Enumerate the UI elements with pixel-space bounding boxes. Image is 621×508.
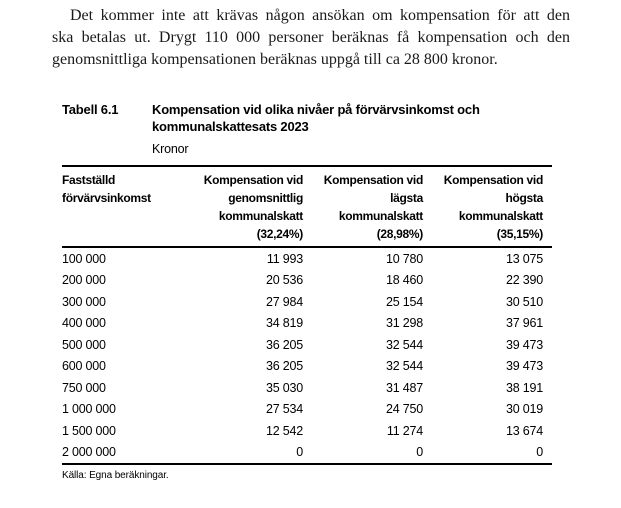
amount-cell: 38 191	[505, 380, 543, 395]
income-cell: 1 000 000	[62, 402, 116, 417]
column-header-line: kommunalskatt	[458, 209, 543, 223]
table-row	[62, 247, 552, 270]
body-paragraph	[52, 5, 570, 71]
amount-cell: 0	[536, 445, 543, 460]
source-note: Källa: Egna beräkningar.	[62, 470, 169, 481]
amount-cell: 32 544	[385, 337, 423, 352]
amount-cell: 18 460	[385, 273, 423, 288]
compensation-table	[62, 165, 552, 465]
income-cell: 1 500 000	[62, 423, 116, 438]
column-header-line: kommunalskatt	[338, 209, 423, 223]
table-title-line: Kompensation vid olika nivåer på förvärvsinkomst och	[152, 102, 480, 117]
amount-cell: 35 030	[265, 380, 303, 395]
table-row	[62, 334, 552, 356]
table-row	[62, 420, 552, 442]
amount-cell: 11 993	[266, 251, 303, 266]
income-cell: 200 000	[62, 273, 106, 288]
table-unit-label: Kronor	[152, 142, 189, 156]
column-header-line: Kompensation vid	[203, 173, 303, 187]
table-number-label: Tabell 6.1	[62, 102, 119, 117]
amount-cell: 0	[296, 445, 303, 460]
table-header	[62, 166, 552, 247]
income-cell: 600 000	[62, 359, 106, 374]
amount-cell: 36 205	[265, 337, 303, 352]
amount-cell: 37 961	[505, 316, 543, 331]
paragraph-line: ska betalas ut. Drygt 110 000 personer beräknas få kompensation och den	[52, 29, 570, 46]
amount-cell: 13 075	[505, 251, 543, 266]
column-header-line: (28,98%)	[376, 227, 423, 241]
column-header-lowest	[312, 166, 432, 247]
table-6-1-block	[62, 101, 552, 481]
table-row	[62, 270, 552, 292]
column-header-income	[62, 166, 192, 247]
amount-cell: 24 750	[385, 402, 423, 417]
column-header-line: (32,24%)	[256, 227, 303, 241]
income-cell: 100 000	[62, 251, 106, 266]
amount-cell: 39 473	[505, 337, 543, 352]
table-header-row	[62, 166, 552, 247]
amount-cell: 22 390	[505, 273, 543, 288]
column-header-line: lägsta	[390, 191, 423, 205]
amount-cell: 32 544	[385, 359, 423, 374]
amount-cell: 11 274	[386, 423, 423, 438]
amount-cell: 39 473	[505, 359, 543, 374]
table-row	[62, 442, 552, 465]
amount-cell: 25 154	[385, 294, 423, 309]
amount-cell: 36 205	[265, 359, 303, 374]
column-header-avg	[192, 166, 312, 247]
column-header-line: (35,15%)	[496, 227, 543, 241]
income-cell: 500 000	[62, 337, 106, 352]
amount-cell: 20 536	[265, 273, 303, 288]
table-body	[62, 247, 552, 464]
table-row	[62, 291, 552, 313]
table-row	[62, 377, 552, 399]
column-header-line: Kompensation vid	[443, 173, 543, 187]
table-row	[62, 356, 552, 378]
amount-cell: 31 298	[385, 316, 423, 331]
table-row	[62, 313, 552, 335]
income-cell: 750 000	[62, 380, 106, 395]
table-row	[62, 399, 552, 421]
column-header-line: kommunalskatt	[218, 209, 303, 223]
amount-cell: 30 510	[505, 294, 543, 309]
amount-cell: 27 534	[265, 402, 303, 417]
column-header-highest	[432, 166, 552, 247]
amount-cell: 13 674	[505, 423, 543, 438]
column-header-line: Kompensation vid	[323, 173, 423, 187]
amount-cell: 34 819	[265, 316, 303, 331]
amount-cell: 27 984	[265, 294, 303, 309]
column-header-line: förvärvsinkomst	[62, 191, 151, 205]
income-cell: 400 000	[62, 316, 106, 331]
paragraph-line: Det kommer inte att krävas någon ansökan om kompensation för att den	[70, 7, 570, 24]
table-title-line: kommunalskattesats 2023	[152, 119, 309, 134]
table-title	[152, 101, 480, 135]
amount-cell: 12 542	[265, 423, 303, 438]
column-header-line: Fastställd	[62, 173, 116, 187]
column-header-line: högsta	[505, 191, 543, 205]
income-cell: 300 000	[62, 294, 106, 309]
amount-cell: 30 019	[505, 402, 543, 417]
amount-cell: 31 487	[385, 380, 423, 395]
paragraph-line: genomsnittliga kompensationen beräknas uppgå till ca 28 800 kronor.	[52, 51, 498, 68]
amount-cell: 10 780	[385, 251, 423, 266]
column-header-line: genomsnittlig	[228, 191, 303, 205]
amount-cell: 0	[416, 445, 423, 460]
table-caption	[62, 101, 552, 135]
income-cell: 2 000 000	[62, 445, 116, 460]
